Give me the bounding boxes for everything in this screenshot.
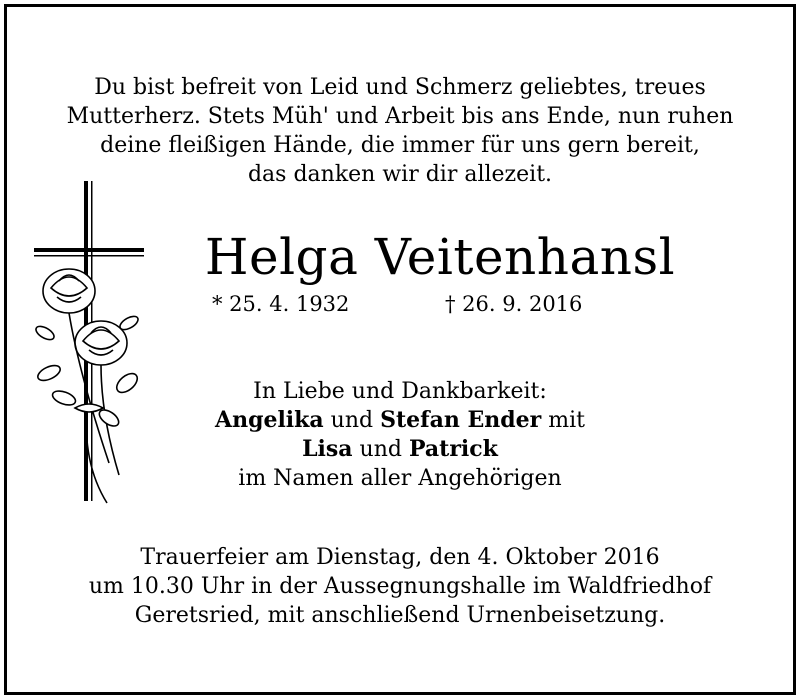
mourner-name-lisa: Lisa	[302, 436, 353, 462]
service-line-3: Geretsried, mit anschließend Urnenbeisetzung.	[134, 603, 666, 628]
verse-line-1: Du bist befreit von Leid und Schmerz geliebtes, treues	[94, 75, 706, 100]
mourner-name-patrick: Patrick	[408, 436, 498, 462]
mourner-name-angelika: Angelika	[215, 407, 324, 433]
verse-line-3: deine fleißigen Hände, die immer für uns gern bereit,	[100, 133, 700, 158]
deceased-name: Helga Veitenhansl	[204, 228, 676, 286]
birth-date: * 25. 4. 1932	[212, 292, 350, 316]
conjunction-und: und	[330, 408, 374, 433]
mourner-name-stefan-ender: Stefan Ender	[380, 407, 542, 433]
death-date: † 26. 9. 2016	[445, 292, 583, 316]
verse-line-2: Mutterherz. Stets Müh' und Arbeit bis ans Ende, nun ruhen	[66, 104, 734, 129]
obituary-notice	[4, 4, 796, 695]
mourners-intro: In Liebe und Dankbarkeit:	[253, 379, 547, 404]
mourners-line-1	[7, 406, 793, 435]
mourners-line-2	[7, 435, 793, 464]
mourners-line-3: im Namen aller Angehörigen	[238, 466, 562, 491]
service-line-2: um 10.30 Uhr in der Aussegnungshalle im Waldfriedhof	[88, 574, 712, 599]
conjunction-und-2: und	[359, 437, 402, 462]
service-line-1: Trauerfeier am Dienstag, den 4. Oktober 2016	[140, 545, 660, 570]
conjunction-mit: mit	[548, 408, 585, 433]
verse-line-4: das danken wir dir allezeit.	[247, 162, 553, 187]
